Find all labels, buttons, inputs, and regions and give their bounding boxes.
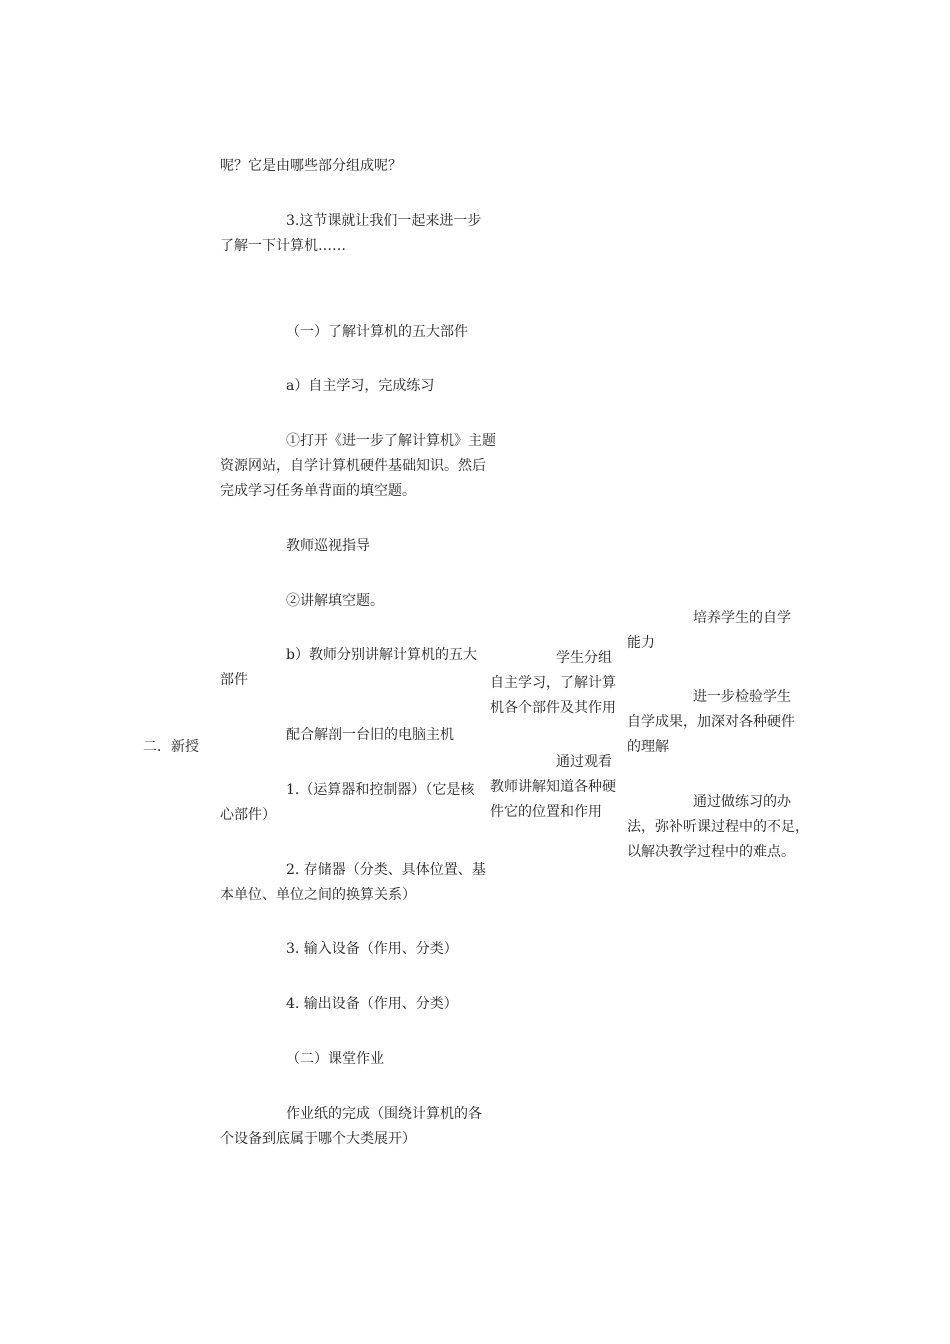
student-line: 机各个部件及其作用 — [490, 700, 616, 716]
intent-line: 进一步检验学生 — [693, 689, 791, 705]
intent-line: 通过做练习的办 — [693, 794, 791, 810]
student-line: 学生分组 — [556, 650, 612, 666]
teacher-line: 3. 输入设备（作用、分类） — [286, 941, 458, 957]
teacher-line: ①打开《进一步了解计算机》主题 — [286, 433, 496, 449]
teacher-line: 配合解剖一台旧的电脑主机 — [286, 727, 454, 743]
teacher-line: 完成学习任务单背面的填空题。 — [220, 483, 416, 499]
teacher-line: 作业纸的完成（围绕计算机的各 — [286, 1106, 482, 1122]
teacher-line: 心部件） — [220, 807, 276, 823]
teacher-line: 资源网站，自学计算机硬件基础知识。然后 — [220, 458, 486, 474]
teacher-line: 呢？它是由哪些部分组成呢？ — [220, 158, 402, 174]
teacher-line: 了解一下计算机…… — [220, 238, 346, 254]
teacher-line: 2. 存储器（分类、具体位置、基 — [286, 862, 486, 878]
teacher-line: 部件 — [220, 672, 248, 688]
intent-line: 法，弥补听课过程中的不足， — [627, 819, 809, 835]
teacher-line: 3.这节课就让我们一起来进一步 — [286, 213, 482, 229]
teacher-line: 个设备到底属于哪个大类展开） — [220, 1131, 416, 1147]
teacher-line: b）教师分别讲解计算机的五大 — [286, 647, 477, 663]
intent-line: 自学成果，加深对各种硬件 — [627, 714, 795, 730]
section-heading: （二）课堂作业 — [286, 1051, 384, 1067]
intent-line: 能力 — [627, 635, 655, 651]
student-line: 通过观看 — [556, 754, 612, 770]
teacher-line: ②讲解填空题。 — [286, 593, 384, 609]
intent-line: 培养学生的自学 — [693, 610, 791, 626]
teacher-line: 4. 输出设备（作用、分类） — [286, 996, 458, 1012]
student-line: 教师讲解知道各种硬 — [490, 779, 616, 795]
intent-line: 的理解 — [627, 739, 669, 755]
intent-line: 以解决教学过程中的难点。 — [627, 844, 795, 860]
teacher-line: 教师巡视指导 — [286, 538, 370, 554]
section-heading: （一）了解计算机的五大部件 — [286, 324, 468, 340]
student-line: 件它的位置和作用 — [490, 804, 602, 820]
teacher-line: 1.（运算器和控制器）（它是核 — [286, 782, 475, 798]
student-line: 自主学习，了解计算 — [490, 675, 616, 691]
teacher-line: 本单位、单位之间的换算关系） — [220, 887, 416, 903]
stage-label: 二．新授 — [143, 739, 199, 755]
teacher-line: a）自主学习，完成练习 — [286, 378, 435, 394]
